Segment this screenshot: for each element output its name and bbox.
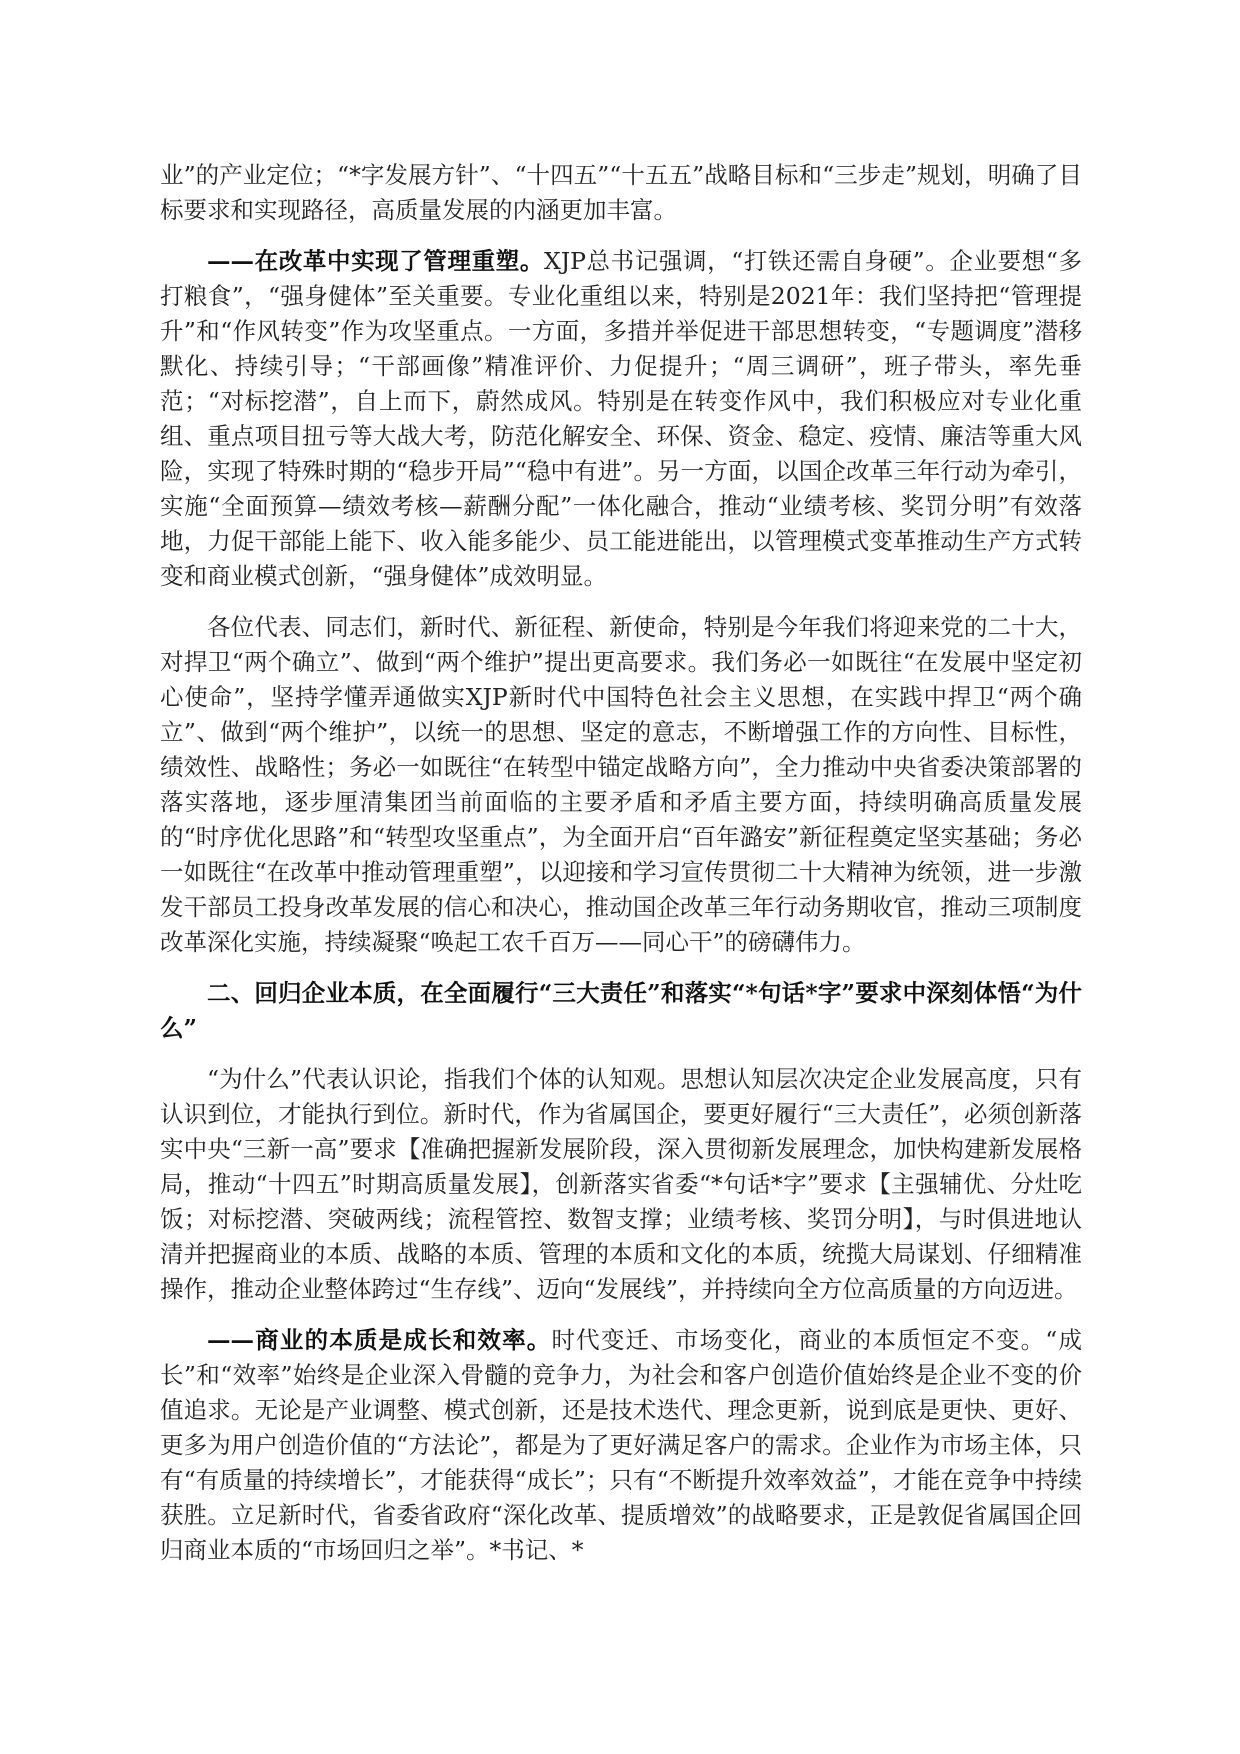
paragraph-text: 业”的产业定位；“*字发展方针”、“十四五”“十五五”战略目标和“三步走”规划，明确了目标要求和实现路径，高质量发展的内涵更加丰富。 — [160, 161, 1082, 224]
paragraph-lead-heading: ——商业的本质是成长和效率。 — [207, 1326, 552, 1354]
paragraph-business-essence — [160, 1323, 1082, 1568]
section-heading-text: 二、回归企业本质，在全面履行“三大责任”和落实“*句话*字”要求中深刻体悟“为什么” — [160, 979, 1082, 1042]
document-body — [160, 158, 1082, 1568]
paragraph-continued — [160, 158, 1082, 228]
paragraph-text: 时代变迁、市场变化，商业的本质恒定不变。“成长”和“效率”始终是企业深入骨髓的竞争力，为社会和客户创造价值始终是企业不变的价值追求。无论是产业调整、模式创新，还是技术迭代、理念更新，说到底是更快、更好、更多为用户创造价值的“方法论”，都是为了更好满足客户的需求。企业作为市场主体，只有“有质量的持续增长”，才能获得“成长”；只有“不断提升效率效益”，才能在竞争中持续获胜。立足新时代，省委省政府“深化改革、提质增效”的战略要求，正是敦促省属国企回归商业本质的“市场回归之举”。*书记、* — [160, 1326, 1083, 1564]
paragraph-text: “为什么”代表认识论，指我们个体的认知观。思想认知层次决定企业发展高度，只有认识到位，才能执行到位。新时代，作为省属国企，要更好履行“三大责任”，必须创新落实中央“三新一高”要求【准确把握新发展阶段，深入贯彻新发展理念，加快构建新发展格局，推动“十四五”时期高质量发展】，创新落实省委“*句话*字”要求【主强辅优、分灶吃饭；对标挖潜、突破两线；流程管控、数智支撑；业绩考核、奖罚分明】，与时俱进地认清并把握商业的本质、战略的本质、管理的本质和文化的本质，统揽大局谋划、仔细精准操作，推动企业整体跨过“生存线”、迈向“发展线”，并持续向全方位高质量的方向迈进。 — [160, 1065, 1082, 1303]
section-heading — [160, 976, 1082, 1046]
paragraph-text: XJP总书记强调，“打铁还需自身硬”。企业要想“多打粮食”，“强身健体”至关重要。专业化重组以来，特别是2021年：我们坚持把“管理提升”和“作风转变”作为攻坚重点。一方面，多措并举促进干部思想转变，“专题调度”潜移默化、持续引导；“干部画像”精准评价、力促提升；“周三调研”，班子带头，率先垂范；“对标挖潜”，自上而下，蔚然成风。特别是在转变作风中，我们积极应对专业化重组、重点项目扭亏等大战大考，防范化解安全、环保、资金、稳定、疫情、廉洁等重大风险，实现了特殊时期的“稳步开局”“稳中有进”。另一方面，以国企改革三年行动为牵引，实施“全面预算—绩效考核—薪酬分配”一体化融合，推动“业绩考核、奖罚分明”有效落地，力促干部能上能下、收入能多能少、员工能进能出，以管理模式变革推动生产方式转变和商业模式创新，“强身健体”成效明显。 — [160, 247, 1082, 590]
paragraph-why — [160, 1062, 1082, 1307]
paragraph-text: 各位代表、同志们，新时代、新征程、新使命，特别是今年我们将迎来党的二十大，对捍卫“两个确立”、做到“两个维护”提出更高要求。我们务必一如既往“在发展中坚定初心使命”，坚持学懂弄通做实XJP新时代中国特色社会主义思想，在实践中捍卫“两个确立”、做到“两个维护”，以统一的思想、坚定的意志，不断增强工作的方向性、目标性，绩效性、战略性；务必一如既往“在转型中锚定战略方向”，全力推动中央省委决策部署的落实落地，逐步厘清集团当前面临的主要矛盾和矛盾主要方面，持续明确高质量发展的“时序优化思路”和“转型攻坚重点”，为全面开启“百年潞安”新征程奠定坚实基础；务必一如既往“在改革中推动管理重塑”，以迎接和学习宣传贯彻二十大精神为统领，进一步激发干部员工投身改革发展的信心和决心，推动国企改革三年行动务期收官，推动三项制度改革深化实施，持续凝聚“唤起工农千百万——同心干”的磅礴伟力。 — [160, 613, 1082, 956]
paragraph-management-reshaping — [160, 244, 1082, 594]
paragraph-delegates-address — [160, 610, 1082, 960]
paragraph-lead-heading: ——在改革中实现了管理重塑。 — [207, 247, 544, 275]
